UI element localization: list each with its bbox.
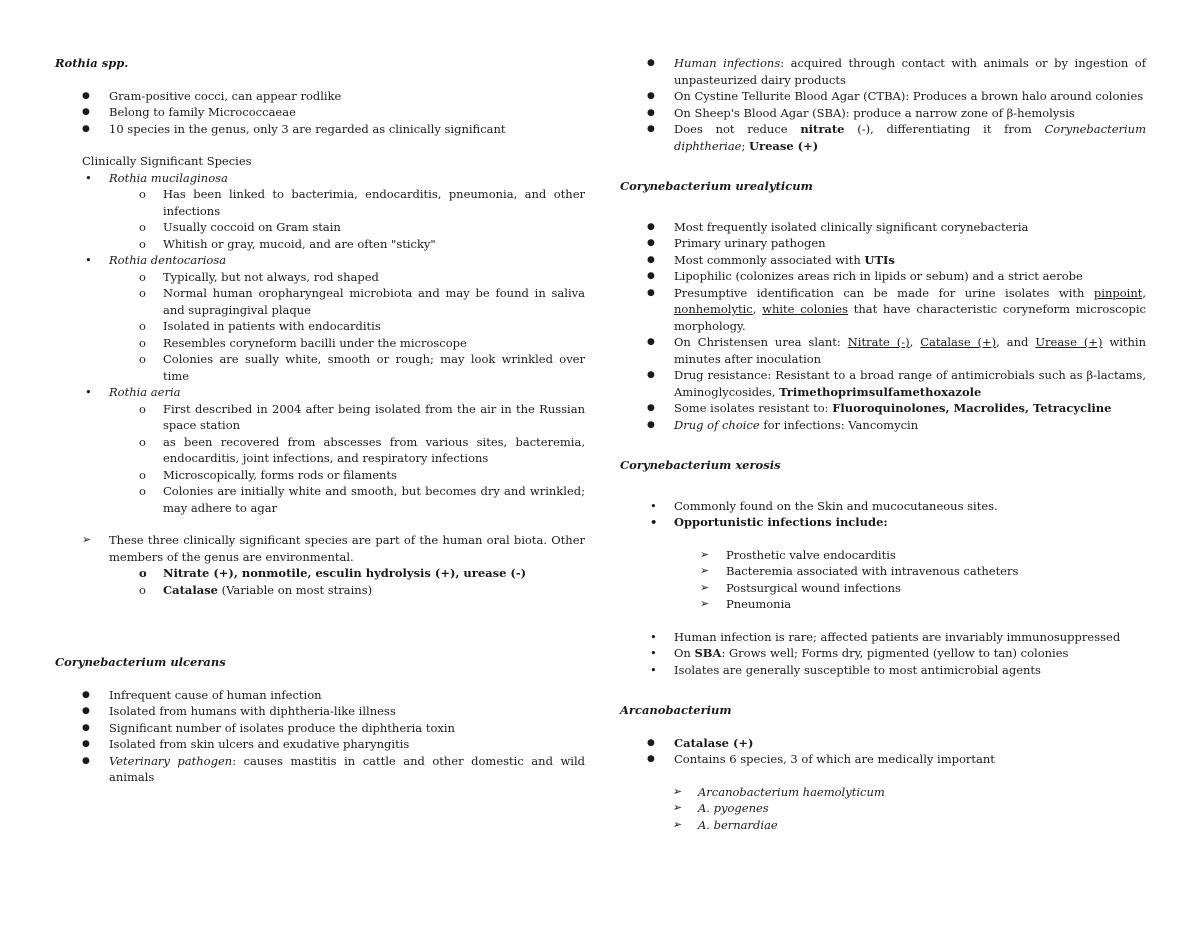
text-span: pinpoint <box>1093 285 1143 300</box>
oral-biota-text: ➢ These three clinically significant species are part of the human oral biota. Other members of the genus are environmental. <box>55 532 585 565</box>
text-span: , <box>909 335 921 349</box>
list-item: • Human infection is rare; affected patients are invariably immunosuppressed <box>620 629 1146 646</box>
list-item <box>620 55 1146 88</box>
oral-biota-note <box>55 532 585 598</box>
list-item <box>620 285 1146 335</box>
text-span: Catalase (+) <box>920 335 997 349</box>
clinically-significant-label: Clinically Significant Species <box>82 154 252 168</box>
rothia-heading: Rothia spp. <box>55 56 129 70</box>
text-span: Some isolates resistant to: <box>674 401 833 415</box>
list-item: ● Most frequently isolated clinically significant corynebacteria <box>620 219 1146 236</box>
list-item: ● Catalase (+) <box>620 735 1146 752</box>
list-item: o Normal human oropharyngeal microbiota and may be found in saliva and supragingival plaque <box>55 285 585 318</box>
text-span: Trimethoprimsulfamethoxazole <box>779 384 982 399</box>
text-span: , and <box>996 335 1036 349</box>
text-span: Corynebacterium diphtheriae <box>674 122 1146 153</box>
list-item: ➢ Bacteremia associated with intravenous catheters <box>620 563 1146 580</box>
catalase-label: Catalase <box>163 582 218 597</box>
text-span: Does not reduce <box>674 122 801 136</box>
text-span: for infections: Vancomycin <box>759 417 919 432</box>
right-column <box>620 55 1146 833</box>
list-item: • Commonly found on the Skin and mucocutaneous sites. <box>620 498 1146 515</box>
text-span: nitrate <box>800 122 845 136</box>
text-span: Drug of choice <box>674 417 760 432</box>
xerosis-more-list <box>620 629 1146 679</box>
biochem-traits: o Nitrate (+), nonmotile, esculin hydrolysis (+), urease (-) <box>55 565 585 582</box>
list-item: ➢ Arcanobacterium haemolyticum <box>620 784 1146 801</box>
list-item: ● 10 species in the genus, only 3 are regarded as clinically significant <box>55 121 585 138</box>
diphtheriae-continued-list <box>620 55 1146 154</box>
list-item: o as been recovered from abscesses from various sites, bacteremia, endocarditis, joint infections, and respiratory infections <box>55 434 585 467</box>
list-item: o Typically, but not always, rod shaped <box>55 269 585 286</box>
list-item: o Resembles coryneform bacilli under the microscope <box>55 335 585 352</box>
list-item: ● Infrequent cause of human infection <box>55 687 585 704</box>
text-span: Urease (+) <box>1035 335 1103 349</box>
list-item <box>620 252 1146 269</box>
list-item: ● Contains 6 species, 3 of which are medically important <box>620 751 1146 768</box>
list-item: ● Belong to family Micrococcaeae <box>55 104 585 121</box>
list-item: o Usually coccoid on Gram stain <box>55 219 585 236</box>
arcanobacterium-species-list <box>620 784 1146 834</box>
text-span: SBA <box>694 646 722 660</box>
list-item <box>620 417 1146 434</box>
text-span: (-), differentiating it from <box>844 122 1045 136</box>
list-item: ● On Cystine Tellurite Blood Agar (CTBA): Produces a brown halo around colonies <box>620 88 1146 105</box>
list-item: o Microscopically, forms rods or filaments <box>55 467 585 484</box>
catalase-note <box>55 582 585 599</box>
list-item: o Whitish or gray, mucoid, and are often "sticky" <box>55 236 585 253</box>
vet-pathogen-label: Veterinary pathogen <box>109 753 233 768</box>
list-item: ● Significant number of isolates produce the diphtheria toxin <box>55 720 585 737</box>
list-item: ➢ Prosthetic valve endocarditis <box>620 547 1146 564</box>
list-item: ➢ Pneumonia <box>620 596 1146 613</box>
list-item: o Has been linked to bacterimia, endocarditis, pneumonia, and other infections <box>55 186 585 219</box>
text-span: On Christensen urea slant: <box>674 335 848 349</box>
list-item <box>620 334 1146 367</box>
text-span: On <box>674 646 695 660</box>
text-span: that have characteristic coryneform microscopic morphology. <box>674 302 1146 333</box>
list-item: o Colonies are sually white, smooth or rough; may look wrinkled over time <box>55 351 585 384</box>
species-rothia-mucilaginosa: • Rothia mucilaginosa <box>55 170 585 187</box>
text-span: Urease (+) <box>749 138 819 153</box>
arcanobacterium-list <box>620 735 1146 768</box>
text-span: , <box>1142 285 1146 300</box>
xerosis-infections-list <box>620 547 1146 613</box>
text-span: : Grows well; Forms dry, pigmented (yellow to tan) colonies <box>721 646 1069 660</box>
list-item: o Colonies are initially white and smooth, but becomes dry and wrinkled; may adhere to agar <box>55 483 585 516</box>
arcanobacterium-heading: Arcanobacterium <box>620 703 732 717</box>
list-item: • Opportunistic infections include: <box>620 514 1146 531</box>
text-span: white colonies <box>762 302 849 316</box>
vet-pathogen-detail: : causes mastitis in cattle and other domestic and wild animals <box>109 753 586 784</box>
species-rothia-dentocariosa: • Rothia dentocariosa <box>55 252 585 269</box>
species-list <box>55 170 585 517</box>
list-item: o Isolated in patients with endocarditis <box>55 318 585 335</box>
text-span: , <box>752 302 763 316</box>
list-item <box>620 400 1146 417</box>
text-span: Presumptive identification can be made for urine isolates with <box>674 285 1094 300</box>
catalase-detail: (Variable on most strains) <box>217 582 373 597</box>
urealyticum-list <box>620 219 1146 434</box>
list-item: o First described in 2004 after being isolated from the air in the Russian space station <box>55 401 585 434</box>
species-rothia-aeria: • Rothia aeria <box>55 384 585 401</box>
list-item: ● Primary urinary pathogen <box>620 235 1146 252</box>
text-span: Fluoroquinolones, Macrolides, Tetracycline <box>832 401 1112 415</box>
text-span: Drug resistance: Resistant to a broad range of antimicrobials such as β-lactams, Aminoglycosides, <box>674 368 1146 399</box>
list-item: ● Isolated from skin ulcers and exudative pharyngitis <box>55 736 585 753</box>
list-item <box>620 367 1146 400</box>
list-item <box>620 121 1146 154</box>
text-span: UTIs <box>864 252 895 267</box>
list-item: ➢ A. pyogenes <box>620 800 1146 817</box>
urealyticum-heading: Corynebacterium urealyticum <box>620 179 813 193</box>
list-item: ● Gram-positive cocci, can appear rodlike <box>55 88 585 105</box>
ulcerans-heading: Corynebacterium ulcerans <box>55 655 226 669</box>
xerosis-list <box>620 498 1146 531</box>
list-item <box>55 753 585 786</box>
rothia-general-list <box>55 88 585 138</box>
list-item: ● Lipophilic (colonizes areas rich in lipids or sebum) and a strict aerobe <box>620 268 1146 285</box>
left-column <box>55 55 585 786</box>
list-item: ● On Sheep's Blood Agar (SBA): produce a narrow zone of β-hemolysis <box>620 105 1146 122</box>
list-item: ➢ A. bernardiae <box>620 817 1146 834</box>
list-item <box>620 645 1146 662</box>
list-item: ● Isolated from humans with diphtheria-like illness <box>55 703 585 720</box>
list-item: ➢ Postsurgical wound infections <box>620 580 1146 597</box>
xerosis-heading: Corynebacterium xerosis <box>620 458 781 472</box>
text-span: ; <box>741 138 750 153</box>
text-span: Nitrate (-) <box>847 335 910 349</box>
ulcerans-list <box>55 687 585 786</box>
human-infections-label: Human infections <box>674 56 781 70</box>
text-span: Most commonly associated with <box>674 252 865 267</box>
list-item: • Isolates are generally susceptible to most antimicrobial agents <box>620 662 1146 679</box>
text-span: nonhemolytic <box>674 302 753 316</box>
text-span: within minutes after inoculation <box>674 335 1147 366</box>
human-infections-detail: : acquired through contact with animals or by ingestion of unpasteurized dairy products <box>674 56 1146 87</box>
